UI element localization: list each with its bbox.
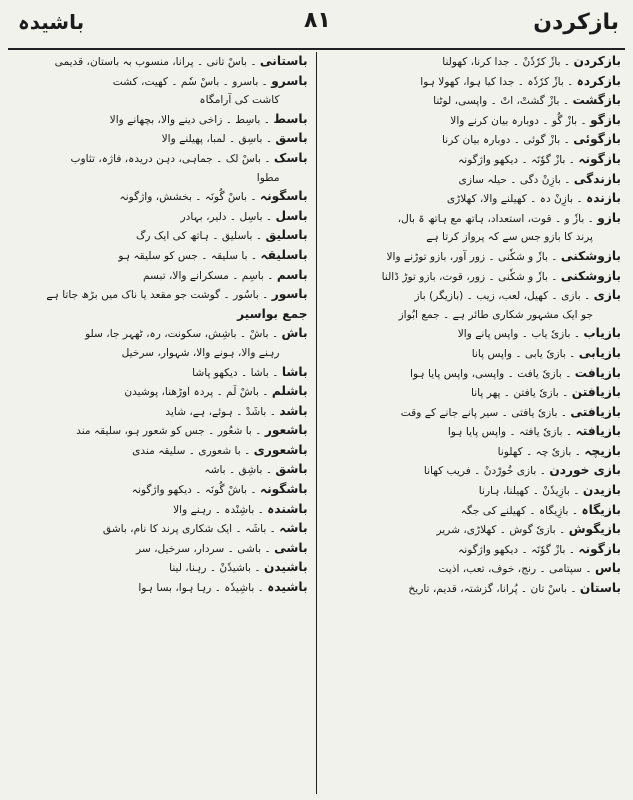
entry-separator: ۔	[268, 366, 282, 379]
entry-definition: بازیٗ یافت ۔ واپسی، واپس پایا ہوا	[410, 367, 562, 380]
entry-separator: ۔	[562, 426, 576, 439]
entry-separator: ۔	[568, 504, 582, 517]
entry-headword: باسط	[273, 111, 308, 126]
entry-separator: ۔	[559, 95, 573, 108]
entry-separator: ۔	[584, 212, 598, 225]
entry-headword: باستان	[579, 581, 621, 596]
entry-separator: ۔	[536, 465, 550, 478]
entry-separator: ۔	[569, 485, 583, 498]
dictionary-entry	[12, 539, 308, 559]
dictionary-entry	[325, 540, 621, 560]
entry-definition: بازیٗ چہ ۔ کھلونا	[497, 445, 572, 458]
entry-separator: ۔	[254, 582, 268, 595]
entry-separator: ۔	[260, 113, 274, 126]
dictionary-entry	[325, 559, 621, 579]
entry-separator: ۔	[573, 193, 587, 206]
entry-headword: بازیافتی	[570, 404, 621, 419]
entry-definition: بازیٗ یافتن ۔ پھر پانا	[471, 387, 559, 400]
entry-definition: باسِل ۔ دلیر، بہادر	[180, 210, 263, 223]
right-column	[319, 52, 625, 794]
dictionary-entry	[325, 209, 621, 229]
entry-separator: ۔	[246, 484, 260, 497]
entry-definition: بازیٗ یابی ۔ واپس پانا	[471, 347, 566, 360]
entry-definition: باشِنْدہ ۔ رہنے والا	[173, 503, 255, 516]
entry-headword: بازندگی	[573, 171, 621, 186]
entry-definition: بازیٗ یافتی ۔ سیر پانے جانے کے وقت	[400, 406, 558, 419]
entry-headword: باسگونہ	[259, 189, 308, 204]
dictionary-entry	[325, 130, 621, 150]
entry-headword: بازی خوردن	[549, 463, 621, 478]
entry-definition: با شعُور ۔ جس کو شعور ہو، سلیقہ مند	[76, 425, 252, 438]
entry-headword: بازیافتہ	[575, 424, 621, 439]
dictionary-entry	[12, 480, 308, 500]
dictionary-entry	[12, 344, 308, 363]
entry-separator: ۔	[563, 75, 577, 88]
entry-definition: پرند کا بازو جس سے کہ پرواز کرتا ہے	[426, 231, 593, 244]
entry-separator: ۔	[252, 230, 266, 243]
entry-headword: باشی	[274, 540, 308, 555]
entry-separator: ۔	[240, 444, 254, 457]
entry-definition: بازی ۔ کھیل، لعب، زیب ۔ (بازیگر) باز	[414, 290, 581, 303]
entry-headword: باستانی	[259, 54, 308, 68]
entry-headword: بازی	[593, 288, 621, 303]
entry-separator: ۔	[565, 153, 579, 166]
entry-headword: بازکردن	[573, 54, 621, 68]
entry-headword: باشہ	[279, 521, 308, 536]
entry-headword: باسور	[271, 287, 308, 302]
entry-separator: ۔	[558, 387, 572, 400]
entry-headword: باشعور	[264, 423, 308, 438]
dictionary-entry	[12, 382, 308, 402]
entry-definition: باسْ گُونَہ ۔ بخشش، واژگونہ	[119, 191, 247, 204]
dictionary-entry	[12, 149, 308, 169]
entry-headword: باشق	[275, 462, 308, 477]
entry-definition: باشِیدٗہ ۔ رہا ہوا، بسا ہوا	[138, 582, 255, 595]
entry-definition: باشَدْ ۔ ہوئے، ہے، شاید	[165, 405, 267, 418]
header-last-word: باشیدہ	[18, 10, 85, 34]
entry-headword: باسلیقہ	[260, 247, 308, 262]
entry-separator: ۔	[565, 347, 579, 360]
entry-separator: ۔	[565, 543, 579, 556]
entry-definition: باسِم ۔ مسکرانے والا، تبسم	[143, 269, 264, 282]
dictionary-entry	[325, 579, 621, 599]
entry-separator: ۔	[570, 328, 584, 341]
entry-definition: با سلیقہ ۔ جس کو سلیقہ ہو	[118, 249, 248, 262]
entry-separator: ۔	[547, 250, 561, 263]
dictionary-entry	[325, 344, 621, 364]
entry-headword: باسک	[273, 150, 308, 165]
entry-definition: بازِیگاہ ۔ کھیلنے کی جگہ	[460, 504, 569, 517]
dictionary-entry	[12, 363, 308, 383]
entry-separator: ۔	[261, 542, 275, 555]
dictionary-entry	[12, 519, 308, 539]
dictionary-entry	[325, 286, 621, 306]
entry-definition: مطوا	[256, 171, 280, 184]
page-number: ۸۱	[304, 8, 331, 33]
dictionary-entry	[12, 246, 308, 266]
entry-headword: باسل	[275, 208, 308, 223]
dictionary-entry	[325, 306, 621, 325]
dictionary-entry	[325, 461, 621, 481]
dictionary-entry	[325, 403, 621, 423]
entry-definition: باشا ۔ دیکھو پاشا	[192, 366, 269, 379]
entry-definition: باشْ گُونَہ ۔ دیکھو واژگونہ	[131, 484, 247, 497]
dictionary-entry	[12, 187, 308, 207]
entry-separator: ۔	[580, 290, 594, 303]
entry-headword: بازگو	[590, 112, 621, 127]
entry-headword: باشیدہ	[267, 580, 308, 595]
entry-definition: بازْ گوٗنَہ ۔ دیکھو واژگونہ	[458, 543, 566, 556]
dictionary-entry	[12, 91, 308, 110]
entry-definition: جو ایک مشہور شکاری طائر ہے ۔ جمع ابُواز	[398, 308, 593, 321]
entry-headword: باشیدن	[263, 560, 308, 575]
dictionary-entry	[325, 481, 621, 501]
entry-definition: با شعوری ۔ سلیقہ مندی	[132, 444, 241, 457]
entry-headword: بازکردہ	[576, 73, 621, 88]
dictionary-entry	[325, 228, 621, 247]
entry-definition: بازٗ کرٗدٗہ ۔ جدا کیا ہوا، کھولا ہوا	[420, 75, 564, 88]
entry-headword: بازندہ	[586, 191, 621, 206]
entry-separator: ۔	[561, 367, 575, 380]
dictionary-entry	[325, 91, 621, 111]
dictionary-entry	[12, 441, 308, 461]
dictionary-entry	[12, 110, 308, 130]
entry-headword: باس	[595, 561, 621, 576]
page-header	[8, 6, 625, 50]
entry-definition: باشِق ۔ باشہ	[204, 464, 263, 477]
column-divider	[316, 52, 318, 794]
entry-definition: بازِیدٗنْ ۔ کھیلنا، ہارنا	[478, 485, 570, 498]
entry-definition: باسْ لک ۔ جماہی، دہن دریدہ، فاژہ، تثاوب	[70, 152, 261, 165]
columns	[8, 52, 625, 794]
dictionary-entry	[325, 189, 621, 209]
entry-definition: بازْ گوٗنَہ ۔ دیکھو واژگونہ	[458, 153, 566, 166]
dictionary-entry	[12, 500, 308, 520]
entry-definition: بازْ گُو ۔ دوبارہ بیان کرنے والا	[450, 114, 578, 127]
entry-definition: بازْ گوئی ۔ دوبارہ بیان کرنا	[442, 134, 561, 147]
entry-separator: ۔	[557, 406, 571, 419]
entry-definition: بازٗ و شکٗنی ۔ زور آور، بازو توڑنے والا	[386, 250, 548, 263]
entry-definition: باسْ تانی ۔ پرانا، منسوب بہ باستان، قدیمی	[54, 56, 247, 68]
entry-separator: ۔	[247, 249, 261, 262]
entry-definition: بازٗ کرٗدٗنْ ۔ جدا کرنا، کھولنا	[442, 56, 561, 68]
dictionary-entry	[325, 72, 621, 92]
entry-headword: بازیگاہ	[581, 502, 621, 517]
entry-definition: سپتامی ۔ رنج، خوف، تعب، اذیت	[438, 563, 583, 576]
entry-separator: ۔	[251, 425, 265, 438]
entry-separator: ۔	[254, 503, 268, 516]
dictionary-entry	[12, 285, 308, 305]
dictionary-entry	[12, 558, 308, 578]
dictionary-entry	[12, 226, 308, 246]
entry-headword: بازو	[597, 210, 621, 225]
entry-separator: ۔	[577, 114, 591, 127]
entry-headword: جمع بواسیر	[237, 306, 308, 321]
entry-separator: ۔	[262, 133, 276, 146]
entry-separator: ۔	[260, 152, 274, 165]
entry-headword: باسق	[275, 131, 308, 146]
dictionary-entry	[325, 52, 621, 72]
dictionary-entry	[325, 422, 621, 442]
entry-headword: باشد	[279, 403, 308, 418]
entry-headword: باشا	[281, 364, 308, 379]
entry-separator: ۔	[571, 445, 585, 458]
dictionary-entry	[12, 266, 308, 286]
entry-definition: بازیٗ گوش ۔ کھلاڑی، شریر	[436, 524, 556, 537]
entry-definition: کاشت کی آرامگاہ	[199, 94, 280, 107]
entry-definition: بازٗ و شکٗنی ۔ زور، قوت، بازو توڑ ڈالنا	[381, 270, 548, 283]
entry-separator: ۔	[258, 386, 272, 399]
dictionary-entry	[12, 324, 308, 344]
entry-definition: بازیٗ یاب ۔ واپس پانے والا	[457, 328, 571, 341]
entry-definition: باشَہ ۔ ایک شکاری پرند کا نام، باشق	[102, 523, 267, 536]
entry-headword: باشلم	[271, 384, 308, 399]
entry-definition: بازِنْ دگی ۔ حیلہ سازی	[458, 173, 561, 186]
entry-definition: باشی ۔ سردار، سرخیل، سر	[136, 542, 262, 555]
entry-separator: ۔	[268, 328, 282, 341]
dictionary-entry	[12, 72, 308, 92]
entry-separator: ۔	[560, 56, 574, 68]
entry-definition: باسلیق ۔ ہاتھ کی ایک رگ	[135, 230, 253, 243]
entry-definition: بازیٗ یافتہ ۔ واپس پایا ہوا	[447, 426, 563, 439]
entry-definition: باشیدٗنْ ۔ رہنا، لینا	[169, 562, 252, 575]
entry-separator: ۔	[258, 75, 272, 88]
entry-headword: باشعوری	[253, 442, 308, 457]
dictionary-entry	[12, 402, 308, 422]
entry-separator: ۔	[246, 56, 260, 68]
left-column	[8, 52, 314, 794]
entry-definition: باشْ لَم ۔ پردہ اوڑھنا، پوشیدن	[124, 386, 259, 399]
entry-headword: باش	[281, 326, 308, 341]
entry-separator: ۔	[582, 563, 596, 576]
header-first-word: بازکردن	[533, 10, 619, 35]
dictionary-entry	[12, 52, 308, 72]
entry-separator: ۔	[262, 210, 276, 223]
dictionary-entry	[12, 169, 308, 188]
entry-headword: بازیافتن	[571, 385, 621, 400]
dictionary-entry	[325, 170, 621, 190]
entry-definition: باسرو ۔ باسْ سٗم ۔ کھیت، کشت	[112, 75, 259, 88]
entry-headword: بازیچہ	[584, 443, 621, 458]
dictionary-entry	[325, 501, 621, 521]
dictionary-entry	[12, 305, 308, 325]
entry-separator: ۔	[266, 405, 280, 418]
entry-headword: بازوشکنی	[560, 248, 621, 263]
entry-headword: بازیدن	[582, 483, 621, 498]
entry-definition: باشْ ۔ باشِش، سکونت، رہ، ٹھہر جا، سلو	[85, 328, 269, 341]
entry-headword: بازوشکنی	[560, 268, 621, 283]
entry-separator: ۔	[251, 562, 264, 575]
dictionary-entry	[12, 578, 308, 598]
entry-separator: ۔	[266, 523, 280, 536]
dictionary-entry	[325, 111, 621, 131]
entry-headword: بازگونہ	[578, 151, 621, 166]
entry-separator: ۔	[547, 270, 561, 283]
dictionary-entry	[12, 460, 308, 480]
entry-separator: ۔	[555, 524, 569, 537]
dictionary-entry	[12, 129, 308, 149]
entry-separator: ۔	[258, 289, 272, 302]
dictionary-entry	[12, 421, 308, 441]
entry-headword: باشگونہ	[259, 482, 308, 497]
entry-separator: ۔	[560, 173, 574, 186]
entry-headword: بازیاب	[583, 326, 621, 341]
entry-definition: بازٗ و ۔ قوت، استعداد، ہاتھ مع ہاتھ ۃ بال،	[397, 212, 585, 225]
entry-definition: بازی خُورْدنْ ۔ فریب کھانا	[423, 465, 537, 478]
entry-definition: باسُور ۔ گوشت جو مقعد یا ناک میں بڑھ جاتا ہے	[46, 289, 259, 302]
dictionary-entry	[325, 364, 621, 384]
dictionary-entry	[325, 442, 621, 462]
dictionary-entry	[325, 150, 621, 170]
entry-headword: باسلیق	[265, 228, 308, 243]
entry-definition: بازِنْ دہ ۔ کھیلنے والا، کھلاڑی	[446, 193, 574, 206]
dictionary-entry	[325, 383, 621, 403]
entry-headword: باسم	[276, 267, 308, 282]
entry-separator: ۔	[262, 464, 276, 477]
entry-headword: باسرو	[271, 73, 308, 88]
entry-separator: ۔	[263, 269, 277, 282]
entry-headword: بازگشت	[572, 93, 621, 108]
entry-headword: بازیابی	[578, 345, 621, 360]
entry-headword: بازیافت	[574, 365, 621, 380]
entry-separator: ۔	[566, 583, 580, 596]
dictionary-entry	[12, 207, 308, 227]
dictionary-entry	[325, 267, 621, 287]
entry-separator: ۔	[560, 134, 574, 147]
entry-definition: باسِط ۔ زاخی دینے والا، بچھانے والا	[109, 113, 261, 126]
dictionary-entry	[325, 324, 621, 344]
entry-definition: رہنے والا، ہونے والا، شہوار، سرخیل	[121, 346, 280, 359]
entry-headword: بازیگوش	[568, 522, 621, 537]
entry-definition: بازْ گشتْ، اتْ ۔ واپسی، لوٹنا	[433, 95, 560, 108]
dictionary-entry	[325, 247, 621, 267]
entry-headword: بازگوئی	[573, 132, 621, 147]
dictionary-entry	[325, 520, 621, 540]
entry-definition: باسِق ۔ لمبا، پھیلنے والا	[161, 133, 263, 146]
entry-headword: بازگونہ	[578, 541, 621, 556]
entry-headword: باشندہ	[267, 501, 308, 516]
entry-definition: باسْ تان ۔ پُرانا، گزشتہ، قدیم، تاریخ	[408, 583, 567, 596]
entry-separator: ۔	[246, 191, 260, 204]
